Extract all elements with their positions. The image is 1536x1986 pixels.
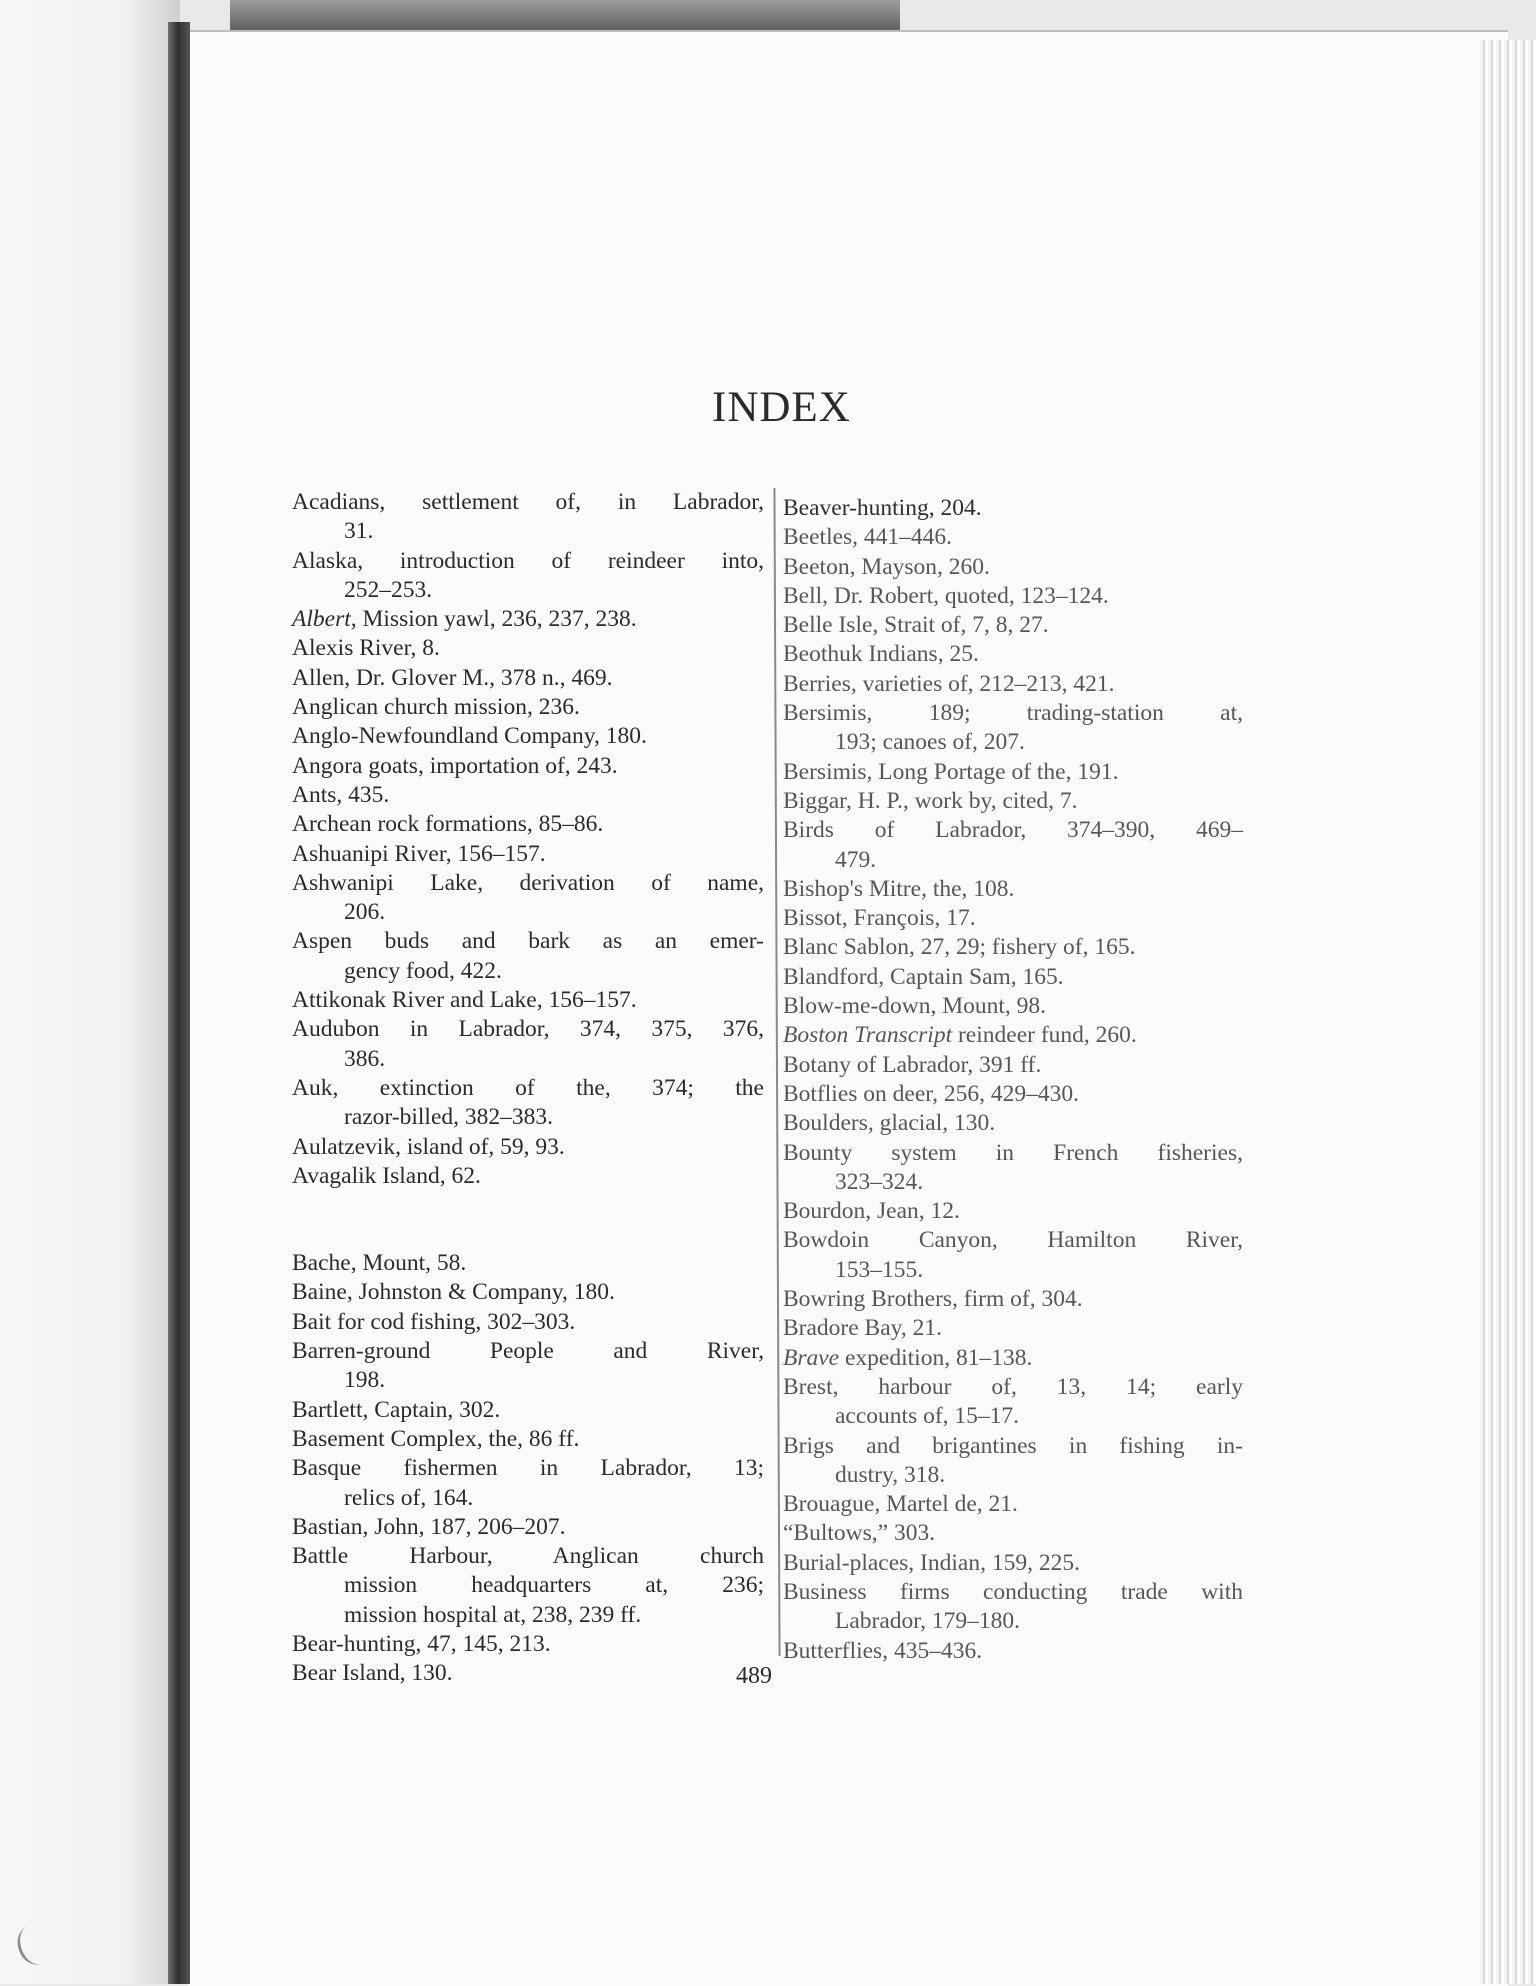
index-entry-text: Biggar, H. P., work by, cited, 7. — [783, 787, 1078, 814]
index-line — [292, 1571, 764, 1600]
index-entry-text: Basque fishermen in Labrador, 13; — [292, 1455, 764, 1482]
index-entry-text: mission hospital at, 238, 239 ff. — [344, 1601, 642, 1628]
index-entry-text: Bell, Dr. Robert, quoted, 123–124. — [783, 582, 1109, 609]
index-entry-text: Bishop's Mitre, the, 108. — [783, 875, 1015, 902]
index-entry-text: Bersimis, 189; trading-station at, — [783, 700, 1243, 727]
index-line — [292, 1308, 764, 1337]
index-line — [292, 605, 764, 634]
index-line — [292, 1045, 764, 1074]
index-line — [783, 582, 1243, 611]
index-entry-text: Beothuk Indians, 25. — [783, 641, 979, 668]
index-line — [783, 1109, 1243, 1138]
index-line — [292, 1454, 764, 1483]
index-column-right — [783, 494, 1243, 1666]
index-line — [292, 664, 764, 693]
index-entry-text: Auk, extinction of the, 374; the — [292, 1074, 764, 1101]
index-line — [292, 927, 764, 956]
index-line — [292, 752, 764, 781]
index-entry-text: Brigs and brigantines in fishing in- — [783, 1432, 1243, 1459]
index-entry-text: Bait for cod fishing, 302–303. — [292, 1308, 576, 1335]
index-entry-text: Archean rock formations, 85–86. — [292, 811, 604, 838]
index-entry-text: Botany of Labrador, 391 ff. — [783, 1051, 1042, 1078]
index-line — [783, 1344, 1243, 1373]
index-entry-text: accounts of, 15–17. — [835, 1403, 1020, 1430]
index-entry-text: Blow-me-down, Mount, 98. — [783, 993, 1047, 1020]
index-line — [292, 1425, 764, 1454]
index-entry-text: Boulders, glacial, 130. — [783, 1110, 996, 1137]
index-entry-text: Beeton, Mayson, 260. — [783, 553, 990, 580]
index-entry-text: Aulatzevik, island of, 59, 93. — [292, 1133, 565, 1160]
index-line — [292, 488, 764, 517]
index-line — [292, 810, 764, 839]
index-entry-text: razor-billed, 382–383. — [344, 1104, 554, 1131]
page-stack-edge — [1480, 40, 1536, 1984]
index-entry-text: Butterflies, 435–436. — [783, 1637, 983, 1664]
index-line — [783, 933, 1243, 962]
index-line — [783, 1226, 1243, 1255]
index-line — [292, 869, 764, 898]
index-entry-text: Mission yawl, 236, 237, 238. — [356, 606, 637, 633]
index-entry-text: Bowring Brothers, firm of, 304. — [783, 1286, 1083, 1313]
index-line — [783, 1490, 1243, 1519]
index-line — [783, 1314, 1243, 1343]
index-line — [292, 1601, 764, 1630]
index-entry-text: Labrador, 179–180. — [835, 1608, 1021, 1635]
index-line — [783, 1285, 1243, 1314]
index-entry-text: 31. — [344, 518, 374, 545]
index-line — [292, 1366, 764, 1395]
index-line — [292, 1249, 764, 1278]
index-line — [783, 1578, 1243, 1607]
index-line — [783, 611, 1243, 640]
index-entry-text: Ashuanipi River, 156–157. — [292, 840, 546, 867]
index-line — [783, 1607, 1243, 1636]
index-entry-text: 153–155. — [835, 1256, 924, 1283]
index-entry-text: Alaska, introduction of reindeer into, — [292, 547, 764, 574]
index-entry-text: Anglican church mission, 236. — [292, 694, 580, 721]
index-entry-text: 198. — [344, 1367, 386, 1394]
index-line — [292, 693, 764, 722]
index-line — [783, 1080, 1243, 1109]
index-line — [292, 1630, 764, 1659]
index-entry-text: 193; canoes of, 207. — [835, 729, 1025, 756]
index-entry-text: Baine, Johnston & Company, 180. — [292, 1279, 615, 1306]
index-line — [292, 1542, 764, 1571]
index-line — [292, 1133, 764, 1162]
index-entry-text: 386. — [344, 1045, 386, 1072]
index-line — [783, 963, 1243, 992]
index-entry-text: 252–253. — [344, 576, 433, 603]
index-entry-text: Acadians, settlement of, in Labrador, — [292, 489, 764, 515]
index-entry-text: Bourdon, Jean, 12. — [783, 1198, 960, 1225]
index-line — [292, 1162, 764, 1191]
index-line — [783, 1051, 1243, 1080]
scanner-shadow — [230, 0, 900, 34]
index-line — [292, 547, 764, 576]
index-entry-text: Bear Island, 130. — [292, 1660, 453, 1687]
index-line — [292, 957, 764, 986]
index-entry-text: Business firms conducting trade with — [783, 1578, 1243, 1605]
index-entry-text: Ants, 435. — [292, 781, 390, 808]
index-line — [292, 1015, 764, 1044]
index-entry-text: relics of, 164. — [344, 1484, 474, 1511]
index-entry-text: dustry, 318. — [835, 1461, 946, 1488]
index-line — [292, 781, 764, 810]
index-line — [292, 517, 764, 546]
facing-page-edge — [0, 0, 180, 1984]
index-entry-text: Aspen buds and bark as an emer- — [292, 928, 764, 955]
index-line — [292, 1659, 764, 1688]
index-entry-text: Attikonak River and Lake, 156–157. — [292, 987, 637, 1014]
book-spine — [168, 22, 190, 1984]
index-line — [292, 898, 764, 927]
index-line — [783, 758, 1243, 787]
index-italic-title: Brave — [783, 1344, 840, 1371]
index-line — [783, 699, 1243, 728]
index-line — [783, 787, 1243, 816]
index-entry-text: Beaver-hunting, 204. — [783, 495, 982, 521]
index-entry-text: Birds of Labrador, 374–390, 469– — [783, 817, 1243, 844]
page-title: INDEX — [712, 384, 851, 431]
index-line — [783, 1432, 1243, 1461]
index-line — [783, 1461, 1243, 1490]
index-line — [783, 1197, 1243, 1226]
index-entry-text: Avagalik Island, 62. — [292, 1162, 481, 1189]
index-italic-title: Albert, — [292, 606, 357, 633]
index-line — [783, 846, 1243, 875]
index-line — [292, 1396, 764, 1425]
index-line — [783, 992, 1243, 1021]
index-entry-text: Audubon in Labrador, 374, 375, 376, — [292, 1016, 764, 1043]
page-number: 489 — [736, 1663, 772, 1689]
index-line — [783, 1139, 1243, 1168]
index-entry-text: Alexis River, 8. — [292, 635, 440, 662]
index-entry-text: Angora goats, importation of, 243. — [292, 752, 618, 779]
index-line — [783, 1402, 1243, 1431]
index-line — [783, 523, 1243, 552]
index-entry-text: Blandford, Captain Sam, 165. — [783, 963, 1064, 990]
index-entry-text: 206. — [344, 899, 386, 926]
index-entry-text: reindeer fund, 260. — [952, 1022, 1137, 1049]
index-entry-text: Brest, harbour of, 13, 14; early — [783, 1373, 1243, 1400]
index-line — [292, 1337, 764, 1366]
index-entry-text: 323–324. — [835, 1168, 924, 1195]
index-entry-text: Bear-hunting, 47, 145, 213. — [292, 1630, 551, 1657]
index-line — [783, 875, 1243, 904]
index-line — [783, 1373, 1243, 1402]
index-entry-text: gency food, 422. — [344, 957, 502, 984]
index-entry-text: “Bultows,” 303. — [783, 1520, 936, 1547]
index-line — [783, 1519, 1243, 1548]
index-line — [783, 816, 1243, 845]
index-entry-text: Blanc Sablon, 27, 29; fishery of, 165. — [783, 934, 1136, 961]
index-entry-text: Ashwanipi Lake, derivation of name, — [292, 869, 764, 896]
index-line — [292, 1074, 764, 1103]
index-entry-text: Belle Isle, Strait of, 7, 8, 27. — [783, 612, 1049, 639]
index-line — [292, 1513, 764, 1542]
index-entry-text: Basement Complex, the, 86 ff. — [292, 1425, 580, 1452]
index-line — [783, 1256, 1243, 1285]
index-entry-text: Bradore Bay, 21. — [783, 1315, 943, 1342]
index-line — [292, 1191, 764, 1249]
index-line — [783, 1549, 1243, 1578]
index-line — [292, 986, 764, 1015]
index-entry-text: Bounty system in French fisheries, — [783, 1139, 1243, 1166]
index-line — [292, 1484, 764, 1513]
index-line — [783, 553, 1243, 582]
index-entry-text: Beetles, 441–446. — [783, 524, 953, 551]
index-column-left — [292, 488, 764, 1689]
index-entry-text: Battle Harbour, Anglican church — [292, 1543, 764, 1570]
index-entry-text: Anglo-Newfoundland Company, 180. — [292, 723, 647, 750]
index-entry-text: Brouague, Martel de, 21. — [783, 1491, 1018, 1518]
index-entry-text: Bartlett, Captain, 302. — [292, 1396, 501, 1423]
index-entry-text: Bache, Mount, 58. — [292, 1250, 467, 1277]
index-line — [783, 670, 1243, 699]
index-italic-title: Boston Transcript — [783, 1022, 953, 1049]
index-entry-text: Bersimis, Long Portage of the, 191. — [783, 758, 1119, 785]
index-line — [783, 728, 1243, 757]
index-line — [292, 1103, 764, 1132]
index-line — [292, 1278, 764, 1307]
index-line — [783, 904, 1243, 933]
index-line — [292, 634, 764, 663]
index-entry-text: mission headquarters at, 236; — [344, 1572, 764, 1599]
index-entry-text: Allen, Dr. Glover M., 378 n., 469. — [292, 664, 613, 691]
index-line — [783, 494, 1243, 523]
index-line — [783, 1021, 1243, 1050]
index-entry-text: Burial-places, Indian, 159, 225. — [783, 1549, 1080, 1576]
index-line — [292, 722, 764, 751]
index-entry-text: Bastian, John, 187, 206–207. — [292, 1513, 566, 1540]
index-entry-text: Botflies on deer, 256, 429–430. — [783, 1080, 1080, 1107]
index-line — [292, 576, 764, 605]
index-line — [783, 1168, 1243, 1197]
index-entry-text: Barren-ground People and River, — [292, 1338, 764, 1365]
index-line — [783, 1637, 1243, 1666]
index-entry-text: Bowdoin Canyon, Hamilton River, — [783, 1227, 1243, 1254]
index-entry-text: Bissot, François, 17. — [783, 905, 976, 932]
index-entry-text: expedition, 81–138. — [839, 1344, 1033, 1371]
index-line — [292, 840, 764, 869]
index-entry-text: Berries, varieties of, 212–213, 421. — [783, 670, 1115, 697]
index-entry-text: 479. — [835, 846, 877, 873]
index-line — [783, 640, 1243, 669]
